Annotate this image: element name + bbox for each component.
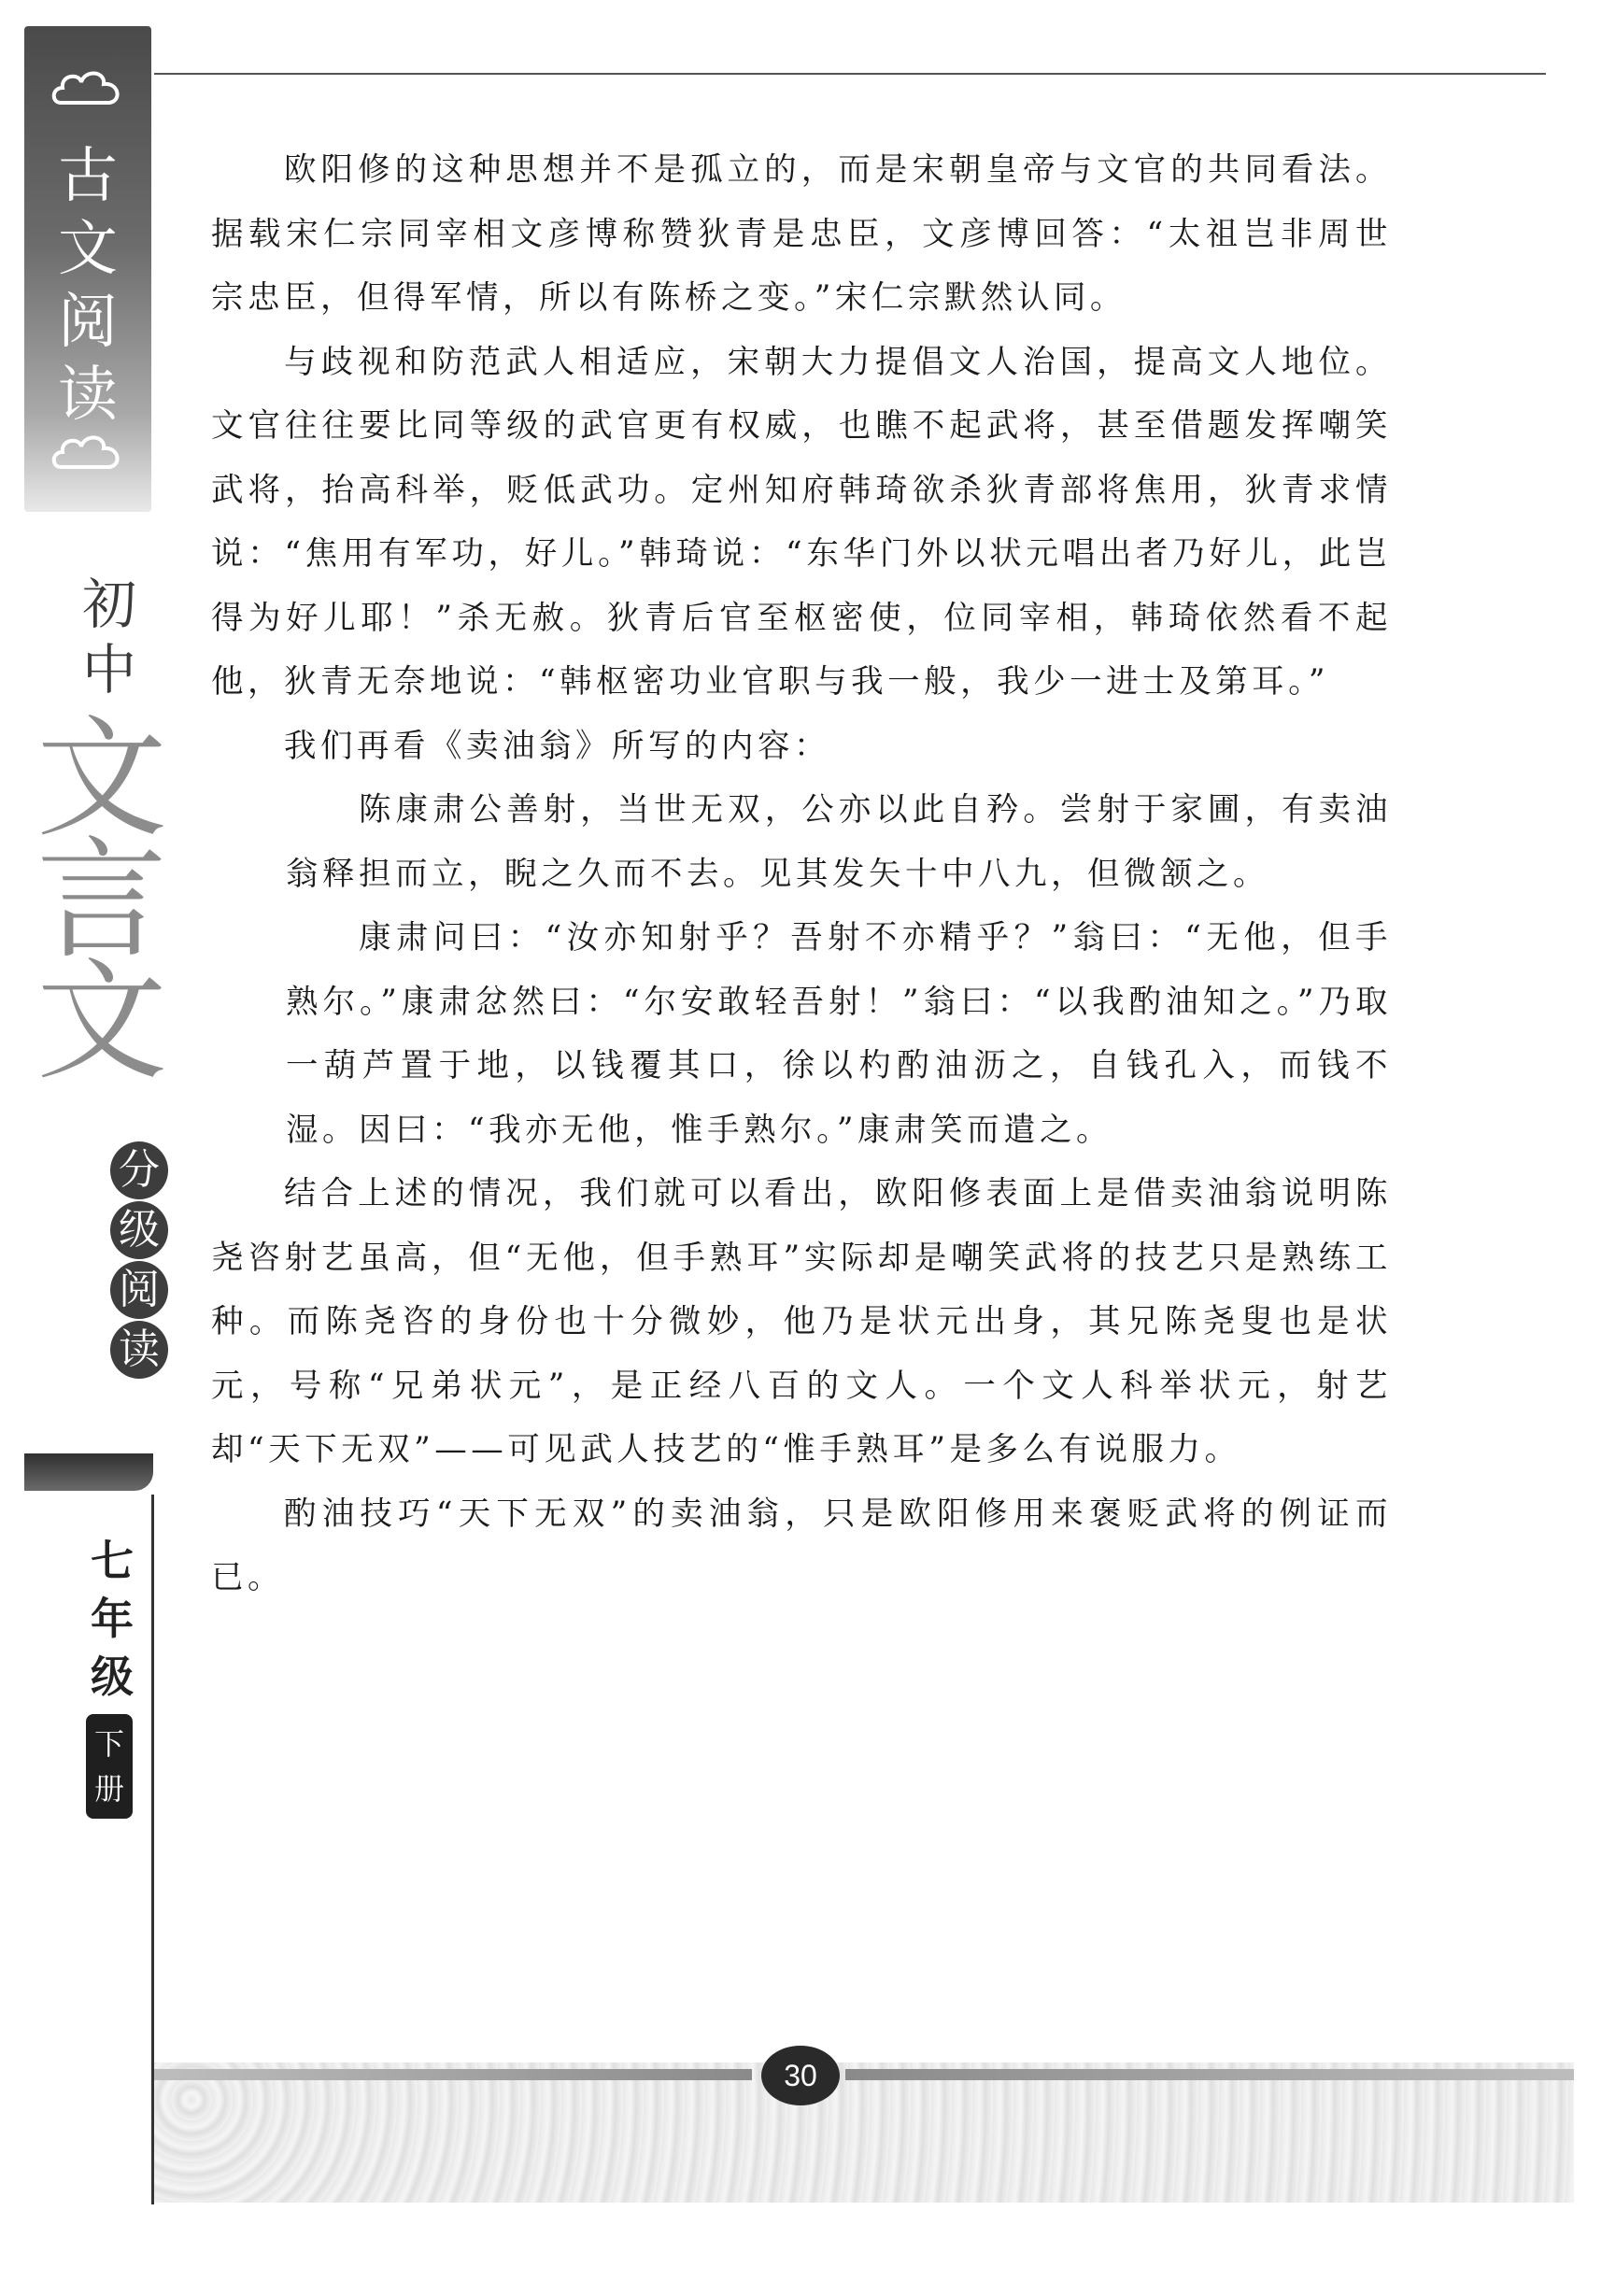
level-char: 初 (81, 573, 136, 636)
series-title-char: 文 (58, 215, 118, 284)
footer-bar (154, 2069, 752, 2080)
cloud-ornament-icon (51, 65, 124, 116)
subject-char: 文 (35, 946, 167, 1098)
grade-char: 年 (91, 1594, 134, 1644)
quoted-passage: 陈康肃公善射，当世无双，公亦以此自矜。尝射于家圃，有卖油翁释担而立，睨之久而不去。见其发矢十中八九，但微颔之。 (286, 791, 1392, 893)
paragraph: 与歧视和防范武人相适应，宋朝大力提倡文人治国，提高文人地位。文官往往要比同等级的武官更有权威，也瞧不起武将，甚至借题发挥嘲笑武将，抬高科举，贬低武功。定州知府韩琦欲杀狄青部将焦用，狄青求情说：“焦用有军功，好儿。”韩琦说：“东华门外以状元唱出者乃好儿，此岂得为好儿耶！”杀无赦。狄青后官至枢密使，位同宰相，韩琦依然看不起他，狄青无奈地说：“韩枢密功业官职与我一般，我少一进士及第耳。” (211, 343, 1392, 701)
graded-char: 读 (110, 1321, 168, 1379)
level-char: 中 (81, 638, 136, 702)
page-number: 30 (761, 2046, 840, 2105)
level-label (58, 572, 161, 702)
series-title-char: 阅 (58, 288, 118, 357)
grade-label (65, 1532, 159, 1706)
volume-char: 下 (93, 1726, 124, 1762)
volume-badge (86, 1714, 133, 1819)
volume-char: 册 (93, 1771, 124, 1807)
series-title-char: 古 (58, 142, 118, 211)
grade-char: 级 (91, 1651, 134, 1702)
cloud-ornament-icon (51, 430, 124, 480)
sidebar-divider (24, 1453, 153, 1491)
footer-cloud-pattern (154, 2062, 1574, 2203)
paragraph: 酌油技巧“天下无双”的卖油翁，只是欧阳修用来褒贬武将的例证而已。 (211, 1495, 1392, 1596)
subject-title (32, 703, 172, 1098)
grade-char: 七 (91, 1536, 134, 1586)
subject-char: 言 (35, 825, 167, 977)
footer-bar (845, 2069, 1574, 2080)
header-rule (154, 73, 1546, 75)
paragraph: 欧阳修的这种思想并不是孤立的，而是宋朝皇帝与文官的共同看法。据载宋仁宗同宰相文彦博称赞狄青是忠臣，文彦博回答：“太祖岂非周世宗忠臣，但得军情，所以有陈桥之变。”宋仁宗默然认同。 (211, 151, 1392, 317)
graded-char: 级 (110, 1201, 168, 1259)
subject-char: 文 (35, 703, 167, 856)
graded-reading-badge (110, 1141, 185, 1381)
paragraph: 结合上述的情况，我们就可以看出，欧阳修表面上是借卖油翁说明陈尧咨射艺虽高，但“无他，但手熟耳”实际却是嘲笑武将的技艺只是熟练工种。而陈尧咨的身份也十分微妙，他乃是状元出身，其兄陈尧叟也是状元，号称“兄弟状元”，是正经八百的文人。一个文人科举状元，射艺却“天下无双”——可见武人技艺的“惟手熟耳”是多么有说服力。 (211, 1175, 1392, 1468)
series-title (24, 140, 151, 432)
graded-char: 分 (110, 1141, 168, 1199)
series-title-char: 读 (58, 361, 118, 430)
quoted-passage: 康肃问曰：“汝亦知射乎？吾射不亦精乎？”翁曰：“无他，但手熟尔。”康肃忿然曰：“尔安敢轻吾射！”翁曰：“以我酌油知之。”乃取一葫芦置于地，以钱覆其口，徐以杓酌油沥之，自钱孔入，而钱不湿。因曰：“我亦无他，惟手熟尔。”康肃笑而遣之。 (286, 919, 1392, 1149)
paragraph: 我们再看《卖油翁》所写的内容： (284, 727, 830, 765)
article-body (211, 138, 1392, 1610)
graded-char: 阅 (110, 1261, 168, 1319)
